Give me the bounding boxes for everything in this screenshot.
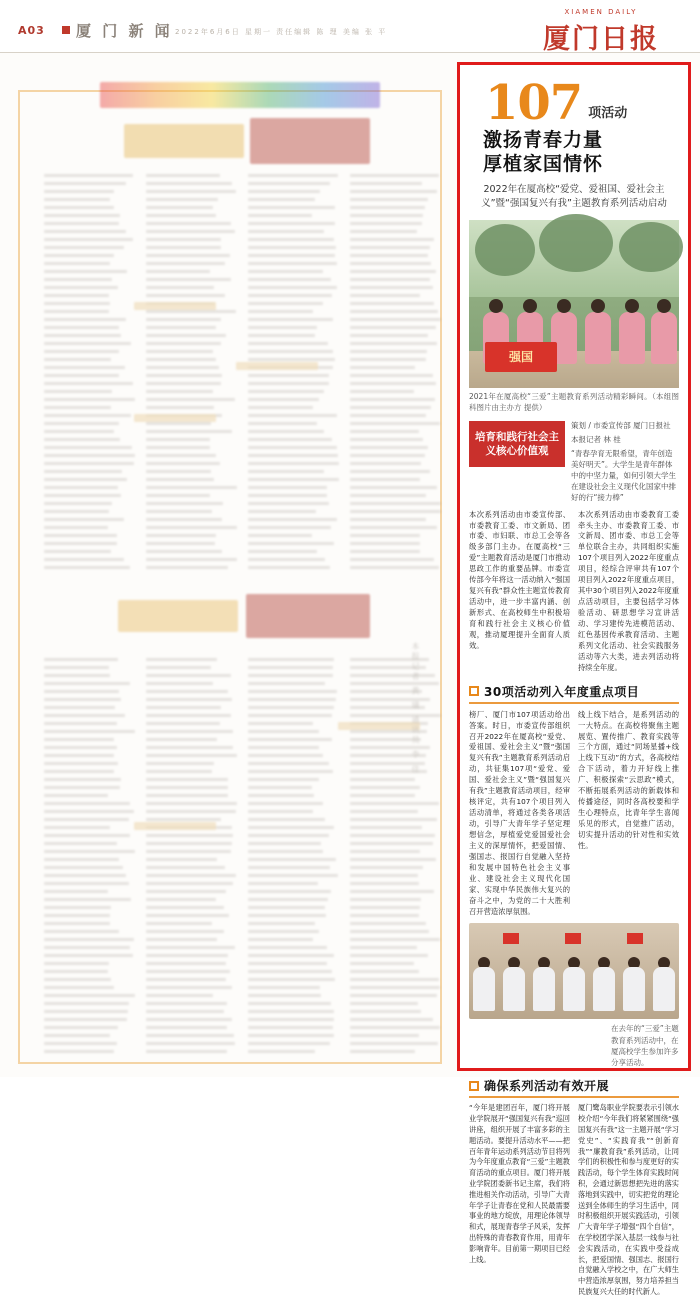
photo-students-seated: [469, 923, 679, 1019]
paper-logo-en: XIAMEN DAILY: [564, 8, 638, 16]
activity-count-row: [485, 75, 679, 131]
section-1-column-1: 榜厂、厦门市107项活动给出答案。时日，市委宣传部组织召开2022年在厦高校“爱党、爱祖国、爱社会主义”暨“强国复兴有我”主题教育系列活动启动，共征集107项“爱党、爱国、爱社会主义”暨“强国复兴有我”主题教育活动项目，经审核评定，共有107个项目列入活动清单，将通过各类各项活动，引导广大青年学子坚定理想信念，厚植爱党爱国爱社会主义的深厚情怀，把爱国情、强国志、报国行自觉融入坚持和发展中国特色社会主义事业、建设社会主义现代化国家、实现中华民族伟大复兴的奋斗之中，为党的二十大胜利召开营造浓厚氛围。: [469, 709, 570, 916]
bg-subhead-bar: [134, 414, 216, 422]
tree-icon: [539, 214, 613, 272]
section-rule-2: [469, 1096, 679, 1098]
tree-icon: [619, 222, 683, 272]
bg-text-column: [146, 658, 238, 1058]
section-2-column-1: “今年是建团百年，厦门将开展业学院展开“强国复兴有我”巡回讲座，组织开展了丰富多彩的主题活动。要提升活动水平——把百年青年运动系列活动节目将列为今年度重点教育“三爱”主题教育活动的重点项目。厦门将开展业学院团委新书记主席，我们将推进相关作动活动，引导广大青年学子让青春在党和人民最需要事业的地方绽放，用理论体领导和式，展现青春学子风采，发挥出特殊的青春教育作用，用青年影响青年。目前第一期项目已经上线。: [469, 1103, 570, 1264]
section-2-column-2: 厦门鹭岛职业学院要表示引领水校介绍“今年我们将紧紧围绕“强国复兴有我”这一主题开展“学习党史”、“实践育我”“创新育我”“廉教育我”系列活动，让同学们的积极性和参与度更好的实践活动，每个学生体育实践时间积，会通过新思想把先进的落实落地到实践中，切实把党的理论送到全体师生的学习生活中，同时积极组织开展实践活动，引领广大青年学子增强“四个自信”，在学校团学深入基层一线参与社会实践活动，在实践中受益成长，把爱国情、强国志、报国行自觉融入学校之中，在广大师生中营造浓厚氛围，努力培养担当民族复兴大任的时代新人。: [578, 1103, 679, 1296]
flag-icon: [627, 933, 643, 944]
section-title: 厦 门 新 闻: [76, 22, 173, 40]
paper-logo-cn: 厦门日报: [543, 24, 659, 55]
bg-headline-1a: [124, 124, 244, 158]
slogan-badge: 培育和践行社会主义核心价值观: [469, 421, 565, 467]
bg-text-column: [248, 174, 340, 574]
flag-icon: [565, 933, 581, 944]
bg-subhead-bar: [134, 822, 216, 830]
photo-banner-text: 强国: [485, 342, 557, 372]
body-columns-section-2: [469, 1103, 679, 1297]
masthead-square-icon: [62, 26, 70, 34]
page-masthead: [0, 0, 700, 53]
body-columns-top: [469, 510, 679, 674]
highlighted-article: [457, 62, 691, 1296]
activity-count: 107: [485, 75, 583, 131]
bg-subhead-bar: [134, 302, 216, 310]
color-band: [100, 82, 380, 108]
background-article: [14, 62, 454, 1067]
bg-text-column: [44, 658, 136, 1058]
photo-caption-2: 在去年的“三爱”主题教育系列活动中，在厦高校学生参加许多分享活动。: [611, 1024, 679, 1068]
flag-icon: [503, 933, 519, 944]
photo-caption-1: 2021年在厦高校“三爱”主题教育系列活动精彩瞬间。（本组图科图片由主办方 提供）: [469, 391, 679, 413]
slogan-lead: “青春孕育无限希望，青年创造美好明天”。大学生是青年群体中的中坚力量，如何引领大学生在建设社会主义现代化国家中排好的行“接力棒”: [571, 449, 676, 502]
subheadline: 2022年在厦高校“爱党、爱祖国、爱社会主义”暨“强国复兴有我”主题教育系列活动启动: [481, 183, 667, 210]
bg-headline-2b: [246, 594, 370, 638]
headline-line-2: 厚植家国情怀: [483, 152, 604, 175]
bg-headline-2a: [118, 600, 238, 632]
tree-icon: [475, 224, 535, 276]
section-header-2: [469, 1077, 679, 1094]
planning-credit: 策划 / 市委宣传部 厦门日报社: [571, 421, 671, 431]
bg-text-column: [146, 174, 238, 574]
bg-headline-1b: [250, 118, 370, 164]
section-rule-1: [469, 702, 679, 704]
square-bullet-icon: [469, 686, 479, 696]
bg-subhead-bar: [236, 362, 318, 370]
paper-logo: [526, 8, 676, 56]
bg-text-column: [350, 658, 442, 1058]
section-header-1: [469, 683, 679, 700]
section-title-2: 确保系列活动有效开展: [484, 1079, 610, 1094]
photo2-people-row: [473, 957, 675, 1011]
reporter-credit: 本报记者 林 桂: [571, 435, 621, 445]
bg-text-column: [44, 174, 136, 574]
section-meta: 2022年6月6日 星期一 责任编辑 陈 理 美编 张 平: [175, 28, 388, 36]
square-bullet-icon: [469, 1081, 479, 1091]
photo-caption-2-wrap: [469, 1023, 679, 1068]
bg-vertical-text: 本报记者 黄 璜 通讯员 李 佳: [411, 642, 420, 775]
activity-count-suffix: 项活动: [588, 106, 628, 121]
headline-line-1: 激扬青春力量: [483, 129, 604, 151]
photo-students-choir: [469, 220, 679, 388]
body-column-1: 本次系列活动由市委宣传部、市委教育工委、市文新局、团市委、市妇联、市总工会等各级多部门主办。在厦高校“三爱”主题教育活动是厦门市推动思政工作的重要品牌。市委宣传部今年将这一活动纳入“强国复兴有我”群众性主题宣传教育活动中，进一步丰富内涵、创新形式、在高校师生中积极培育和践行社会主义核心价值观，推动厦理提升全面育人质效。: [469, 509, 570, 650]
page-number: A03: [18, 24, 45, 37]
bg-subhead-bar: [338, 722, 420, 730]
body-column-2: 本次系列活动由市委教育工委牵头主办、市委教育工委、市文新局、团市委、市总工会等单位联合主办，共同组织实施107个项目列入2022年度重点项目，经综合评审共有107个项目列入2022年度重点项目，其中30个项目列入2022年度重点活动项目，主要包括学习体验活动、研思想学习宣讲活动、学习建传先进模范活动、红色基因传承教育活动、主题系列文化活动、社会实践服务活动等六大类，进去列活动将持续全年度。: [578, 509, 679, 672]
bg-text-column: [350, 174, 442, 574]
section-1-column-2: 线上线下结合，是系列活动的一大特点。在高校将聚焦主题展览、置传推广、教育实践等三个方面，通过“同场星播+线上线下互动”的方式，各高校结合下活动，着力开好线上推广、积极探索“云思政”模式，不断拓展系列活动的新载体和传播途径，同时各高校要和学生心理特点，比青年学生喜闻乐见的形式，自觉推广活动，切实提升活动的针对性和实效性。: [578, 709, 679, 850]
body-columns-section-1: [469, 710, 679, 918]
slogan-block: [469, 421, 679, 503]
section-title-1: 30项活动列入年度重点项目: [484, 684, 640, 699]
slogan-side-text: [571, 421, 679, 503]
bg-text-column: [248, 658, 340, 1058]
